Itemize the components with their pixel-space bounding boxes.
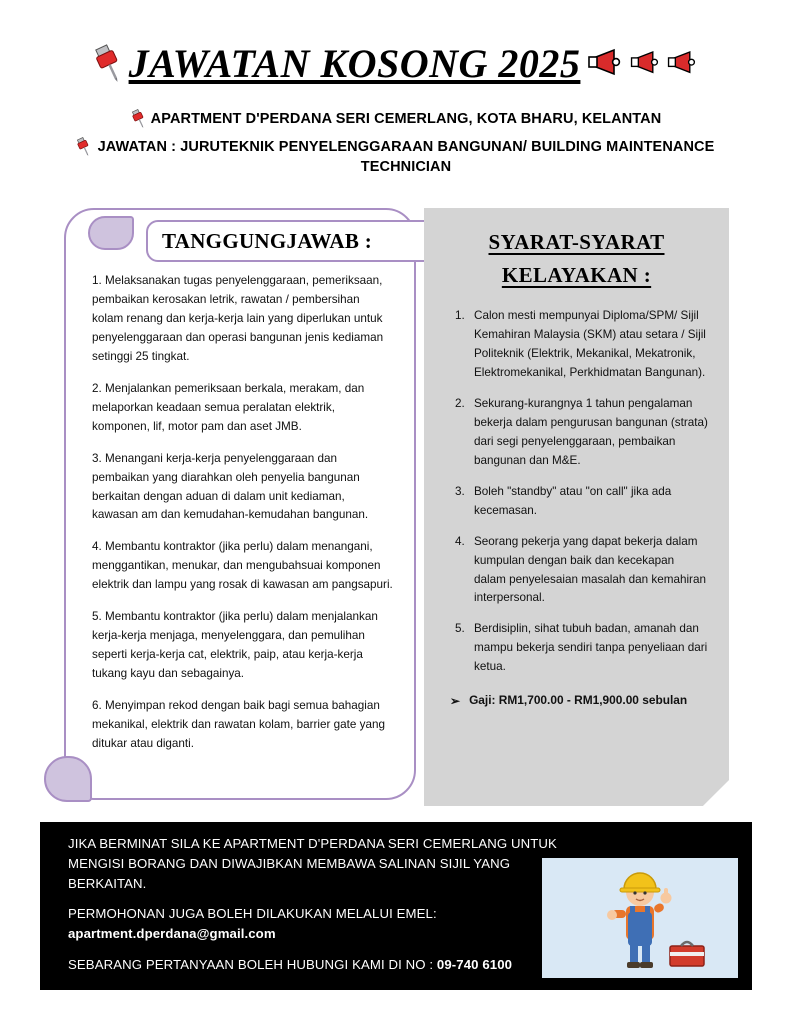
salary-row [424, 689, 729, 710]
responsibility-item: 1. Melaksanakan tugas penyelenggaraan, pemeriksaan, pembaikan kerosakan letrik, rawatan / pembersihan kolam renang dan kerja-kerja lain yang diperlukan untuk penyelenggaraan dan operasi bangunan jenis kediaman setinggi 25 tingkat. [92, 274, 384, 363]
pushpin-icon [130, 109, 147, 129]
requirement-item: 4. Seorang pekerja yang dapat bekerja dalam kumpulan dengan baik dan kecekapan dalam penyelesaian masalah dan kemahiran interpersonal. [468, 533, 709, 609]
requirements-panel [424, 208, 729, 806]
requirement-item: 3. Boleh "standby" atau "on call" jika ada kecemasan. [468, 483, 709, 521]
decor-bubble-top [88, 216, 134, 250]
position-line [0, 138, 791, 177]
location-text: APARTMENT D'PERDANA SERI CEMERLANG, KOTA BHARU, KELANTAN [150, 111, 662, 127]
phone-label: SEBARANG PERTANYAAN BOLEH HUBUNGI KAMI DI NO : [68, 956, 437, 972]
contact-footer [40, 822, 752, 990]
position-text: JAWATAN : JURUTEKNIK PENYELENGGARAAN BANGUNAN/ BUILDING MAINTENANCE TECHNICIAN [97, 139, 715, 175]
responsibility-item: 2. Menjalankan pemeriksaan berkala, merakam, dan melaporkan keadaan semua peralatan elektrik, komponen, lif, motor pam dan aset JMB. [92, 381, 365, 433]
arrow-bullet-icon: ➢ [450, 694, 461, 709]
decor-bubble-bottom [44, 756, 92, 802]
salary-text: Gaji: RM1,700.00 - RM1,900.00 sebulan [469, 693, 688, 708]
contact-paragraph-2 [68, 904, 568, 944]
responsibility-item: 3. Menangani kerja-kerja penyelenggaraan dan pembaikan yang diarahkan oleh penyelia bangunan berkaitan dengan aduan di dalam unit kediaman, kawasan am dan kemudahan-kemudahan bangunan. [92, 451, 369, 522]
requirement-item: 2. Sekurang-kurangnya 1 tahun pengalaman bekerja dalam pengurusan bangunan (strata) dari segi penyelenggaraan, pembaikan bangunan dan M&E. [468, 395, 709, 471]
pushpin-icon [75, 137, 92, 157]
responsibility-item: 5. Membantu kontraktor (jika perlu) dalam menjalankan kerja-kerja menjaga, menyelenggara, dan pemulihan seperti kerja-kerja cat, elektrik, paip, atau kerja-kerja tukang kayu dan sebagainya. [92, 610, 378, 681]
responsibility-item: 6. Menyimpan rekod dengan baik bagi semua bahagian mekanikal, elektrik dan rawatan kolam, barrier gate yang ditukar atau diganti. [92, 699, 385, 751]
page-fold-corner [703, 780, 729, 806]
email-address[interactable]: apartment.dperdana@gmail.com [68, 926, 276, 942]
phone-number[interactable]: 09-740 6100 [436, 956, 513, 972]
page-title: JAWATAN KOSONG 2025 [128, 40, 581, 86]
requirements-list [424, 307, 729, 677]
requirements-heading-line1: SYARAT-SYARAT [488, 230, 665, 254]
contact-text [68, 834, 568, 975]
requirements-heading [424, 208, 729, 291]
contact-paragraph-3 [68, 955, 568, 975]
megaphone-icon [666, 50, 700, 76]
email-label: PERMOHONAN JUGA BOLEH DILAKUKAN MELALUI EMEL: [68, 906, 437, 922]
megaphone-group [586, 48, 700, 78]
contact-paragraph-1: JIKA BERMINAT SILA KE APARTMENT D'PERDANA SERI CEMERLANG UNTUK MENGISI BORANG DAN DIWAJIBKAN MEMBAWA SALINAN SIJIL YANG BERKAITAN. [68, 836, 557, 891]
responsibility-item: 4. Membantu kontraktor (jika perlu) dalam menangani, menggantikan, menukar, dan mengubahsuai komponen elektrik dan lampu yang rosak di kawasan am pangsapuri. [92, 540, 393, 592]
megaphone-icon [629, 50, 663, 76]
megaphone-icon [586, 48, 626, 78]
requirements-heading-line2: KELAYAKAN : [501, 262, 652, 287]
poster-header [0, 34, 791, 177]
title-row [0, 34, 791, 92]
responsibilities-list [92, 272, 394, 767]
location-line [0, 110, 791, 130]
pushpin-icon [91, 44, 125, 82]
requirement-item: 5. Berdisiplin, sihat tubuh badan, amanah dan mampu bekerja sendiri tanpa penyeliaan dari ketua. [468, 620, 709, 677]
worker-technician-illustration [542, 858, 738, 978]
responsibilities-heading-box [146, 220, 436, 262]
responsibilities-heading: TANGGUNGJAWAB : [162, 228, 373, 253]
requirement-item: 1. Calon mesti mempunyai Diploma/SPM/ Sijil Kemahiran Malaysia (SKM) atau setara / Sijil Politeknik (Elektrik, Mekanikal, Mekatronik, Elektromekanikal, Perkhidmatan Bangunan). [468, 307, 709, 383]
